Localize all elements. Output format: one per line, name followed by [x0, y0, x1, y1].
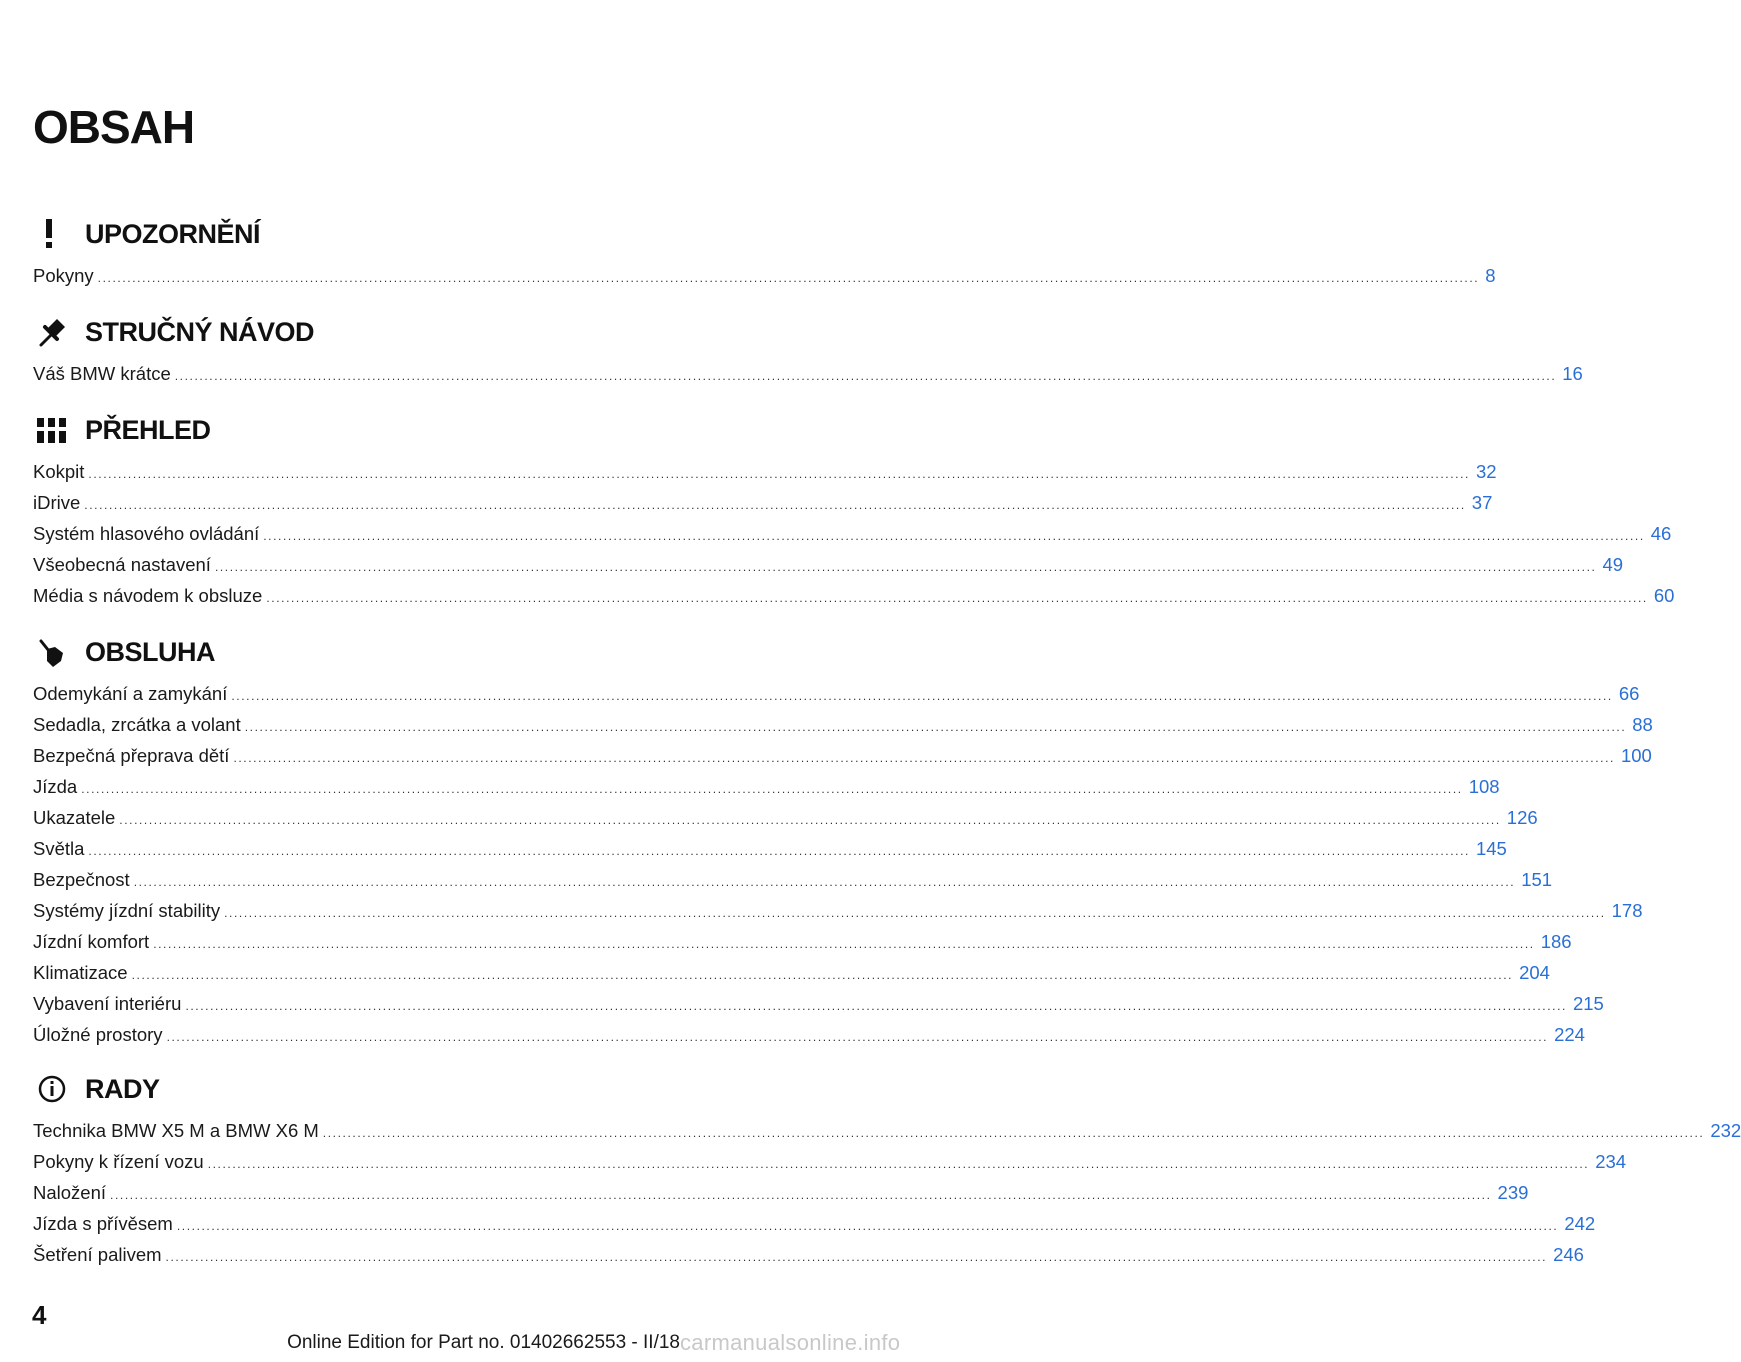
toc-leader-dots: ........................................................................................................................................................................................................................................................................................ — [207, 1157, 1590, 1171]
watermark: carmanualsonline.info — [680, 1330, 901, 1355]
toc-entry-label: Bezpečná přeprava dětí — [33, 745, 230, 766]
toc-entry-label: Naložení — [33, 1182, 107, 1203]
toc-entry-page[interactable]: 60 — [1653, 585, 1675, 606]
toc-entry-page[interactable]: 151 — [1521, 869, 1553, 890]
toc-entry[interactable] — [33, 771, 1500, 802]
toc-leader-dots: ........................................................................................................................................................................................................................................................................................ — [263, 529, 1645, 543]
section-title: RADY — [85, 1073, 160, 1104]
toc-entry[interactable] — [33, 957, 1550, 988]
section-header — [33, 408, 689, 452]
page-number: 4 — [32, 1300, 47, 1330]
pin-icon — [33, 315, 73, 349]
toc-entry-page[interactable]: 46 — [1650, 523, 1672, 544]
toc-entry[interactable] — [33, 487, 1493, 518]
toc-entry-label: Bezpečnost — [33, 869, 130, 890]
toc-entry-page[interactable]: 234 — [1595, 1151, 1627, 1172]
toc-entry-label: iDrive — [33, 492, 81, 513]
toc-entry[interactable] — [33, 1019, 1585, 1050]
toc-entry-label: Klimatizace — [33, 962, 128, 983]
toc-entry-label: Všeobecná nastavení — [33, 554, 211, 575]
toc-entry-label: Vybavení interiéru — [33, 993, 182, 1014]
toc-leader-dots: ........................................................................................................................................................................................................................................................................................ — [233, 751, 1615, 765]
section-overview — [33, 408, 1675, 611]
toc-entry-label: Jízda — [33, 776, 78, 797]
toc-entry[interactable] — [33, 833, 1507, 864]
toc-entry-label: Technika BMW X5 M a BMW X6 M — [33, 1120, 319, 1141]
toc-leader-dots: ........................................................................................................................................................................................................................................................................................ — [185, 999, 1567, 1013]
toc-entry-label: Váš BMW krátce — [33, 363, 171, 384]
toc-entry-page[interactable]: 215 — [1572, 993, 1604, 1014]
toc-entry[interactable] — [33, 802, 1538, 833]
section-header — [33, 212, 689, 256]
toc-leader-dots: ........................................................................................................................................................................................................................................................................................ — [266, 591, 1648, 605]
toc-entry-page[interactable]: 8 — [1485, 265, 1496, 286]
section-header — [33, 630, 689, 674]
toc-entry-page[interactable]: 16 — [1562, 363, 1583, 384]
section-quick-guide — [33, 310, 1583, 389]
toc-entry[interactable] — [33, 895, 1643, 926]
toc-entry-label: Média s návodem k obsluze — [33, 585, 263, 606]
toc-entry[interactable] — [33, 1177, 1529, 1208]
toc-leader-dots: ........................................................................................................................................................................................................................................................................................ — [244, 720, 1627, 734]
toc-entry-page[interactable]: 126 — [1506, 807, 1538, 828]
toc-entry-page[interactable]: 246 — [1553, 1244, 1584, 1265]
toc-entry[interactable] — [33, 456, 1497, 487]
section-title: STRUČNÝ NÁVOD — [85, 316, 315, 347]
toc-leader-dots: ........................................................................................................................................................................................................................................................................................ — [97, 271, 1480, 285]
toc-leader-dots: ........................................................................................................................................................................................................................................................................................ — [110, 1188, 1492, 1202]
section-header — [33, 1067, 689, 1111]
toc-entry-page[interactable]: 239 — [1497, 1182, 1529, 1203]
section-operation — [33, 630, 1653, 1050]
toc-entry[interactable] — [33, 740, 1652, 771]
toc-leader-dots: ........................................................................................................................................................................................................................................................................................ — [84, 498, 1466, 512]
toc-entry[interactable] — [33, 678, 1640, 709]
toc-entry-label: Úložné prostory — [33, 1024, 163, 1045]
toc-entry[interactable] — [33, 580, 1675, 611]
toc-entry-label: Světla — [33, 838, 85, 859]
toc-entry-label: Jízdní komfort — [33, 931, 150, 952]
toc-entry[interactable] — [33, 358, 1583, 389]
toc-entry-page[interactable]: 232 — [1710, 1120, 1741, 1141]
toc-entry-label: Pokyny k řízení vozu — [33, 1151, 204, 1172]
toc-entry-label: Kokpit — [33, 461, 85, 482]
toc-entry-page[interactable]: 242 — [1564, 1213, 1596, 1234]
toc-entry-label: Sedadla, zrcátka a volant — [33, 714, 241, 735]
toc-entry-page[interactable]: 88 — [1632, 714, 1653, 735]
info-circle-icon — [33, 1072, 73, 1106]
toc-entry-page[interactable]: 186 — [1540, 931, 1572, 952]
toc-leader-dots: ........................................................................................................................................................................................................................................................................................ — [214, 560, 1597, 574]
toc-leader-dots: ........................................................................................................................................................................................................................................................................................ — [81, 782, 1463, 796]
toc-entry[interactable] — [33, 1115, 1741, 1146]
toc-leader-dots: ........................................................................................................................................................................................................................................................................................ — [88, 844, 1470, 858]
hand-pointer-icon — [33, 635, 73, 669]
toc-entry-page[interactable]: 224 — [1554, 1024, 1585, 1045]
toc-entry-page[interactable]: 66 — [1618, 683, 1640, 704]
toc-entry-page[interactable]: 108 — [1468, 776, 1500, 797]
toc-entry[interactable] — [33, 260, 1496, 291]
section-tips — [33, 1067, 1741, 1270]
toc-leader-dots: ........................................................................................................................................................................................................................................................................................ — [131, 968, 1514, 982]
toc-entry-page[interactable]: 204 — [1519, 962, 1550, 983]
toc-leader-dots: ........................................................................................................................................................................................................................................................................................ — [176, 1219, 1559, 1233]
toc-entry-label: Šetření palivem — [33, 1244, 162, 1265]
toc-entry-page[interactable]: 32 — [1475, 461, 1497, 482]
toc-entry-label: Pokyny — [33, 265, 94, 286]
section-title: UPOZORNĚNÍ — [85, 218, 261, 249]
toc-entry-label: Systémy jízdní stability — [33, 900, 221, 921]
toc-entry[interactable] — [33, 1146, 1627, 1177]
toc-leader-dots: ........................................................................................................................................................................................................................................................................................ — [88, 467, 1470, 481]
toc-entry[interactable] — [33, 1208, 1596, 1239]
toc-leader-dots: ........................................................................................................................................................................................................................................................................................ — [166, 1030, 1549, 1044]
toc-leader-dots: ........................................................................................................................................................................................................................................................................................ — [224, 906, 1606, 920]
toc-entry-page[interactable]: 145 — [1475, 838, 1507, 859]
toc-entry[interactable] — [33, 1239, 1584, 1270]
grid-icon — [33, 413, 73, 447]
toc-leader-dots: ........................................................................................................................................................................................................................................................................................ — [153, 937, 1535, 951]
footer-edition: Online Edition for Part no. 01402662553 - II/18 — [287, 1332, 680, 1353]
toc-entry-label: Systém hlasového ovládání — [33, 523, 260, 544]
toc-leader-dots: ........................................................................................................................................................................................................................................................................................ — [174, 369, 1557, 383]
section-header — [33, 310, 689, 354]
section-warnings — [33, 212, 1496, 291]
toc-entry-page[interactable]: 49 — [1602, 554, 1624, 575]
exclamation-icon — [33, 217, 73, 251]
toc-entry[interactable] — [33, 549, 1624, 580]
toc-leader-dots: ........................................................................................................................................................................................................................................................................................ — [133, 875, 1516, 889]
toc-entry[interactable] — [33, 518, 1672, 549]
toc-entry[interactable] — [33, 988, 1604, 1019]
toc-entry-page[interactable]: 178 — [1611, 900, 1643, 921]
toc-entry[interactable] — [33, 926, 1572, 957]
toc-entry-label: Odemykání a zamykání — [33, 683, 228, 704]
toc-leader-dots: ........................................................................................................................................................................................................................................................................................ — [322, 1126, 1705, 1140]
toc-entry[interactable] — [33, 864, 1553, 895]
section-title: OBSLUHA — [85, 636, 215, 667]
toc-entry-page[interactable]: 100 — [1620, 745, 1652, 766]
toc-entry-label: Ukazatele — [33, 807, 116, 828]
toc-leader-dots: ........................................................................................................................................................................................................................................................................................ — [119, 813, 1501, 827]
page-title: OBSAH — [33, 101, 195, 153]
toc-entry-label: Jízda s přívěsem — [33, 1213, 173, 1234]
section-title: PŘEHLED — [85, 414, 211, 445]
toc-entry-page[interactable]: 37 — [1471, 492, 1493, 513]
toc-leader-dots: ........................................................................................................................................................................................................................................................................................ — [165, 1250, 1548, 1264]
toc-leader-dots: ........................................................................................................................................................................................................................................................................................ — [231, 689, 1613, 703]
toc-entry[interactable] — [33, 709, 1653, 740]
